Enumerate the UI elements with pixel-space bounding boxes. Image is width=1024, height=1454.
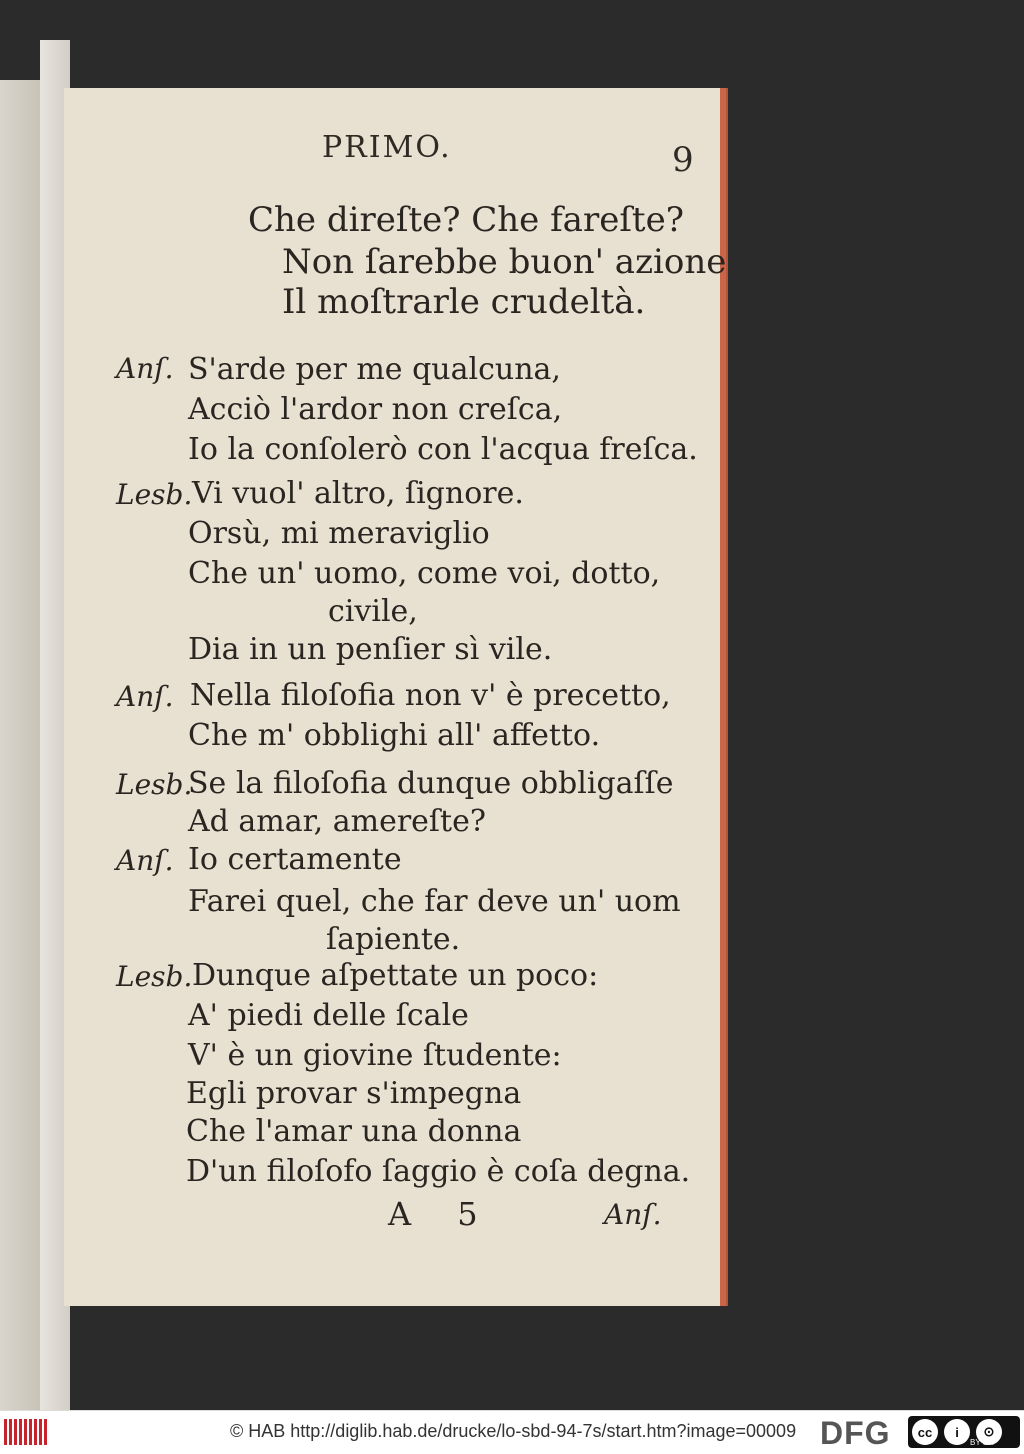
- cc-icon: cc: [912, 1419, 938, 1445]
- verse-line: Non ſarebbe buon' azione: [282, 242, 727, 282]
- dialogue-line: ſapiente.: [326, 922, 461, 957]
- dialogue-line: Io certamente: [188, 842, 402, 877]
- dialogue-line: A' piedi delle ſcale: [188, 998, 469, 1033]
- running-head: PRIMO.: [322, 130, 452, 165]
- dialogue-line: Orsù, mi meraviglio: [188, 516, 490, 551]
- speaker-label: Lesb.: [116, 478, 193, 511]
- dialogue-line: civile,: [328, 594, 418, 629]
- sa-icon: ⊙: [976, 1419, 1002, 1445]
- dialogue-line: Farei quel, che far deve un' uom: [188, 884, 681, 919]
- viewer-footer: [0, 1410, 1024, 1454]
- catchword: Anſ.: [604, 1198, 662, 1231]
- dialogue-line: Nella filoſofia non v' è precetto,: [190, 678, 671, 713]
- speaker-label: Lesb.: [116, 768, 193, 801]
- dialogue-line: Se la filoſofia dunque obbligaſſe: [188, 766, 674, 801]
- dialogue-line: V' è un giovine ſtudente:: [188, 1038, 562, 1073]
- cc-license-labels: BY SA: [970, 1438, 994, 1447]
- verse-line: Che direſte? Che fareſte?: [248, 200, 684, 240]
- dialogue-line: Che un' uomo, come voi, dotto,: [188, 556, 661, 591]
- by-icon: i: [944, 1419, 970, 1445]
- dialogue-line: Dia in un penſier sì vile.: [188, 632, 553, 667]
- page-number: 9: [672, 140, 694, 180]
- dialogue-line: D'un filoſofo ſaggio è coſa degna.: [186, 1154, 691, 1189]
- copyright-link[interactable]: © HAB http://diglib.hab.de/drucke/lo-sbd-94-7s/start.htm?image=00009: [230, 1421, 797, 1441]
- dialogue-line: Io la conſolerò con l'acqua freſca.: [188, 432, 698, 467]
- speaker-label: Lesb.: [116, 960, 193, 993]
- speaker-label: Anſ.: [116, 352, 174, 385]
- dialogue-line: S'arde per me qualcuna,: [188, 352, 561, 387]
- dfg-logo[interactable]: DFG: [820, 1415, 891, 1451]
- speaker-label: Anſ.: [116, 680, 174, 713]
- dialogue-line: Egli provar s'impegna: [186, 1076, 522, 1111]
- speaker-label: Anſ.: [116, 844, 174, 877]
- dialogue-line: Che l'amar una donna: [186, 1114, 522, 1149]
- verse-line: Il moſtrarle crudeltà.: [282, 282, 646, 322]
- dialogue-line: Vi vuol' altro, ſignore.: [192, 476, 524, 511]
- hab-logo-icon: [4, 1419, 47, 1445]
- dialogue-line: Che m' obblighi all' affetto.: [188, 718, 601, 753]
- dialogue-line: Acciò l'ardor non creſca,: [188, 392, 563, 427]
- cc-license-badge[interactable]: [908, 1416, 1020, 1448]
- signature-mark: A 5: [388, 1195, 496, 1233]
- dialogue-line: Ad amar, amereſte?: [188, 804, 486, 839]
- dialogue-line: Dunque aſpettate un poco:: [192, 958, 599, 993]
